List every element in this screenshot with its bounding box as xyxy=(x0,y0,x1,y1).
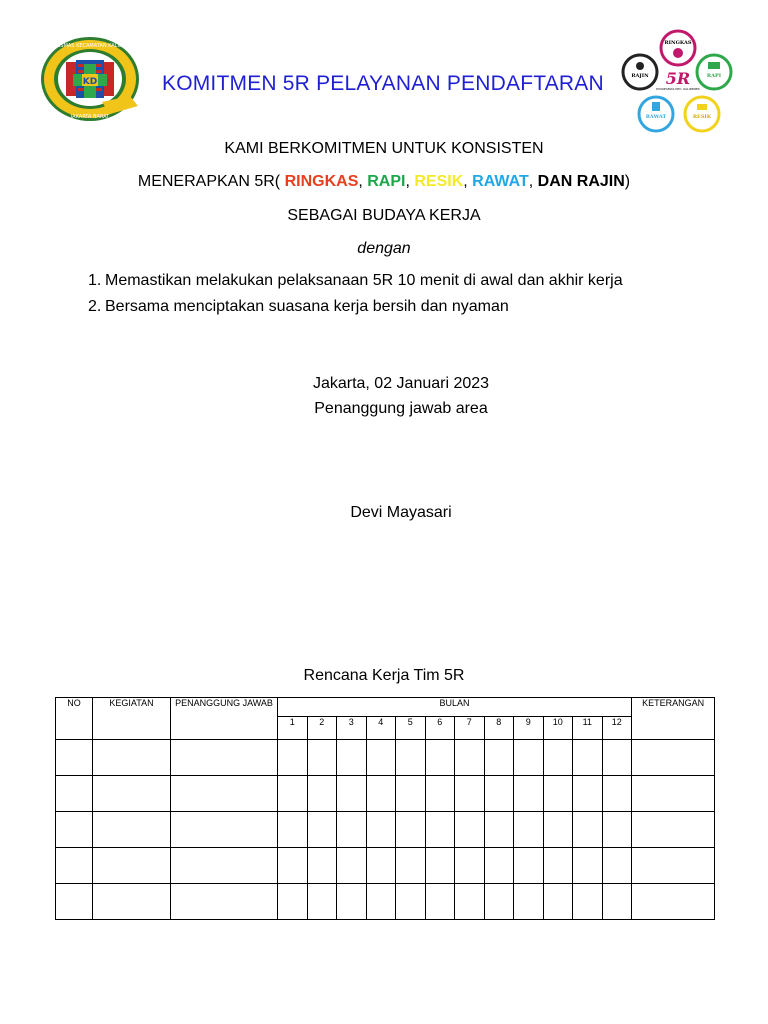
plan-table-body xyxy=(56,740,715,920)
cell-month xyxy=(307,812,337,848)
list-item xyxy=(88,272,623,298)
cell-no xyxy=(56,848,93,884)
month-header: 4 xyxy=(366,717,396,740)
svg-text:RESIK: RESIK xyxy=(692,114,712,120)
cell-month xyxy=(278,848,308,884)
cell-month xyxy=(337,740,367,776)
cell-keterangan xyxy=(632,812,715,848)
cell-month xyxy=(602,812,632,848)
puskesmas-logo xyxy=(40,36,140,122)
word-rajin: DAN RAJIN xyxy=(537,173,625,190)
place-date: Jakarta, 02 Januari 2023 xyxy=(312,375,490,392)
cell-month xyxy=(514,776,544,812)
word-ringkas: RINGKAS xyxy=(284,173,359,190)
month-header: 10 xyxy=(543,717,573,740)
signature-name: Devi Mayasari xyxy=(350,504,452,521)
cell-month xyxy=(425,884,455,920)
cell-month xyxy=(337,776,367,812)
word-rapi: RAPI xyxy=(367,173,406,190)
month-header: 3 xyxy=(337,717,367,740)
list-text: Memastikan melakukan pelaksanaan 5R 10 menit di awal dan akhir kerja xyxy=(105,272,623,289)
header-bulan: BULAN xyxy=(278,698,632,717)
cell-month xyxy=(484,812,514,848)
cell-no xyxy=(56,740,93,776)
month-header: 9 xyxy=(514,717,544,740)
header-penanggung-jawab: PENANGGUNG JAWAB xyxy=(171,698,278,740)
cell-kegiatan xyxy=(93,812,171,848)
cell-month xyxy=(602,740,632,776)
header-no: NO xyxy=(56,698,93,740)
cell-month xyxy=(366,812,396,848)
cell-month xyxy=(278,884,308,920)
month-header: 6 xyxy=(425,717,455,740)
cell-month xyxy=(366,740,396,776)
cell-month xyxy=(543,776,573,812)
month-header: 11 xyxy=(573,717,603,740)
header-keterangan: KETERANGAN xyxy=(632,698,715,740)
word-resik: RESIK xyxy=(414,173,464,190)
cell-month xyxy=(573,848,603,884)
cell-month xyxy=(307,776,337,812)
cell-kegiatan xyxy=(93,884,171,920)
commitment-line-2: MENERAPKAN 5R( RINGKAS, RAPI, RESIK, RAWAT, DAN RAJIN) xyxy=(137,173,631,190)
cell-month xyxy=(337,848,367,884)
cell-kegiatan xyxy=(93,740,171,776)
cell-penanggung-jawab xyxy=(171,812,278,848)
cell-month xyxy=(455,776,485,812)
cell-month xyxy=(396,848,426,884)
table-row xyxy=(56,848,715,884)
cell-month xyxy=(484,848,514,884)
cell-month xyxy=(455,812,485,848)
cell-month xyxy=(396,740,426,776)
cell-month xyxy=(514,812,544,848)
cell-month xyxy=(366,848,396,884)
month-header: 8 xyxy=(484,717,514,740)
cell-month xyxy=(278,776,308,812)
cell-month xyxy=(455,848,485,884)
cell-month xyxy=(602,776,632,812)
cell-month xyxy=(484,884,514,920)
cell-no xyxy=(56,812,93,848)
table-row xyxy=(56,884,715,920)
cell-month xyxy=(543,740,573,776)
commitment-line-4: dengan xyxy=(357,240,411,257)
cell-month xyxy=(573,776,603,812)
commitment-line-1: KAMI BERKOMITMEN UNTUK KONSISTEN xyxy=(224,140,544,157)
svg-text:RAPI: RAPI xyxy=(706,73,722,79)
signature-role: Penanggung jawab area xyxy=(314,400,488,417)
svg-text:RAWAT: RAWAT xyxy=(645,114,667,120)
cell-month xyxy=(337,812,367,848)
svg-text:JAKARTA BARAT: JAKARTA BARAT xyxy=(70,114,110,120)
cell-month xyxy=(425,848,455,884)
cell-month xyxy=(425,776,455,812)
svg-text:KD: KD xyxy=(82,77,98,87)
cell-month xyxy=(425,812,455,848)
cell-month xyxy=(307,884,337,920)
cell-penanggung-jawab xyxy=(171,740,278,776)
5r-logo xyxy=(620,28,736,138)
cell-keterangan xyxy=(632,848,715,884)
month-header: 12 xyxy=(602,717,632,740)
plan-table xyxy=(55,697,715,920)
table-row xyxy=(56,776,715,812)
cell-month xyxy=(543,848,573,884)
cell-keterangan xyxy=(632,740,715,776)
month-header: 2 xyxy=(307,717,337,740)
cell-month xyxy=(455,884,485,920)
header-kegiatan: KEGIATAN xyxy=(93,698,171,740)
cell-month xyxy=(602,884,632,920)
cell-penanggung-jawab xyxy=(171,776,278,812)
svg-text:5R: 5R xyxy=(665,69,691,88)
cell-month xyxy=(573,884,603,920)
svg-text:PUSKESMAS KECAMATAN KALIDERES: PUSKESMAS KECAMATAN KALIDERES xyxy=(44,43,136,49)
table-title: Rencana Kerja Tim 5R xyxy=(303,667,465,684)
rapi-circle xyxy=(697,55,731,89)
table-row xyxy=(56,812,715,848)
commitment-line-3: SEBAGAI BUDAYA KERJA xyxy=(287,207,481,224)
cell-month xyxy=(543,812,573,848)
month-header: 1 xyxy=(278,717,308,740)
cell-month xyxy=(396,776,426,812)
list-item xyxy=(88,298,623,324)
cell-month xyxy=(573,740,603,776)
cell-keterangan xyxy=(632,776,715,812)
month-header: 5 xyxy=(396,717,426,740)
cell-month xyxy=(514,848,544,884)
resik-circle xyxy=(685,97,719,131)
cell-month xyxy=(366,776,396,812)
cell-month xyxy=(484,740,514,776)
cell-month xyxy=(366,884,396,920)
cell-month xyxy=(573,812,603,848)
month-header: 7 xyxy=(455,717,485,740)
commitment-list xyxy=(88,272,623,324)
word-rawat: RAWAT xyxy=(472,173,529,190)
cell-keterangan xyxy=(632,884,715,920)
cell-month xyxy=(514,884,544,920)
cell-month xyxy=(396,884,426,920)
cell-month xyxy=(307,848,337,884)
cell-kegiatan xyxy=(93,848,171,884)
cell-month xyxy=(278,812,308,848)
cell-month xyxy=(337,884,367,920)
list-number: 2. xyxy=(88,298,102,315)
cell-month xyxy=(307,740,337,776)
cell-no xyxy=(56,776,93,812)
svg-text:RINGKAS: RINGKAS xyxy=(664,40,692,46)
svg-text:RAJIN: RAJIN xyxy=(631,73,649,79)
rajin-circle xyxy=(623,55,657,89)
ringkas-circle xyxy=(661,31,695,65)
cell-penanggung-jawab xyxy=(171,848,278,884)
cell-kegiatan xyxy=(93,776,171,812)
cell-month xyxy=(396,812,426,848)
rawat-circle xyxy=(639,97,673,131)
cell-no xyxy=(56,884,93,920)
cell-penanggung-jawab xyxy=(171,884,278,920)
cell-month xyxy=(278,740,308,776)
cell-month xyxy=(514,740,544,776)
cell-month xyxy=(602,848,632,884)
cell-month xyxy=(543,884,573,920)
page-title: KOMITMEN 5R PELAYANAN PENDAFTARAN xyxy=(162,72,604,95)
cell-month xyxy=(425,740,455,776)
list-number: 1. xyxy=(88,272,102,289)
list-text: Bersama menciptakan suasana kerja bersih dan nyaman xyxy=(105,298,509,315)
cell-month xyxy=(455,740,485,776)
table-row xyxy=(56,740,715,776)
cell-month xyxy=(484,776,514,812)
svg-text:PUSKESMAS KEC. KALIDERES: PUSKESMAS KEC. KALIDERES xyxy=(656,87,700,91)
